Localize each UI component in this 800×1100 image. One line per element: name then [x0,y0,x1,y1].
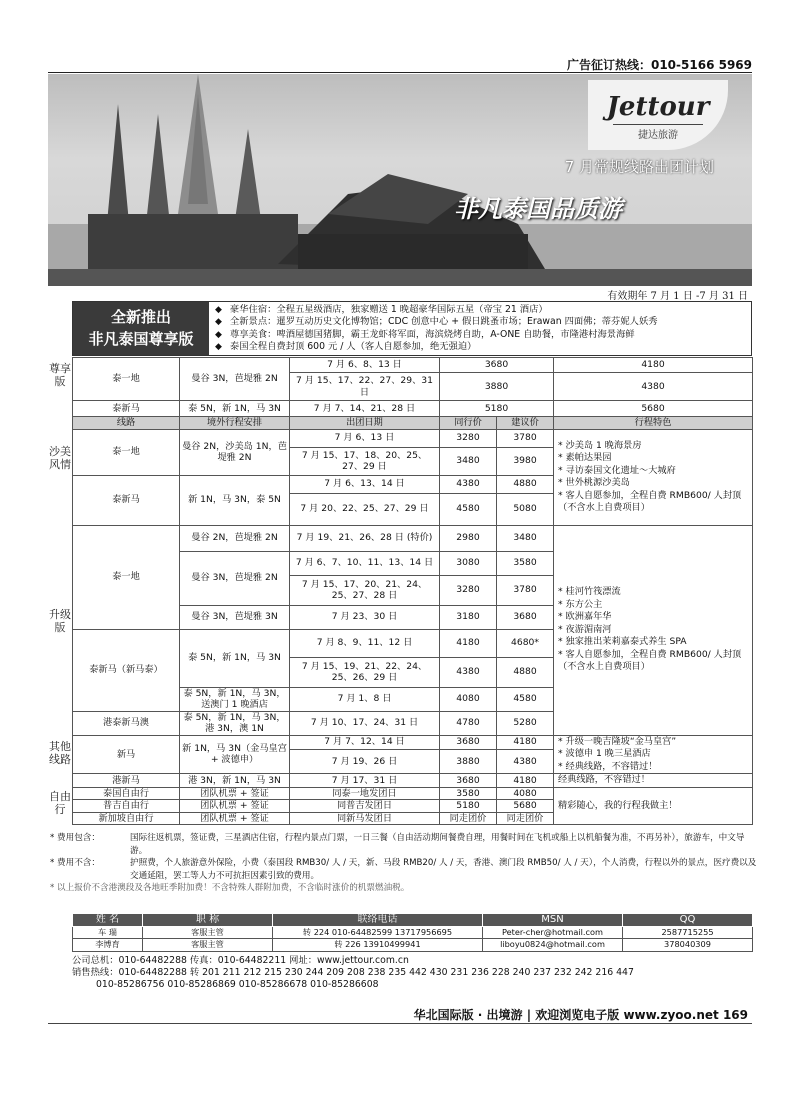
retail-price-cell: 5280 [497,711,554,735]
fee-excluded-text: 护照费，个人旅游意外保险，小费（泰国段 RMB30/ 人 / 天，新、马段 RMB20/ 人 / 天，香港、澳门段 RMB50/ 人 / 天），个人消费，行程以外的景点，医疗费以及交通延阻，罢工等人力不可抗拒因素引致的费用。 [130,858,757,881]
contact-header-msn: MSN [483,914,623,927]
company-line: 公司总机：010-64482288 传真：010-64482211 网址：www.jettour.com.cn [72,955,409,966]
retail-price-cell: 5080 [497,493,554,525]
peer-price-cell: 4380 [440,657,497,687]
plan-title: 7 月常规线路出团计划 [564,158,714,176]
date-cell: 7 月 8、9、11、12 日 [290,629,440,657]
route-cell: 泰新马 [73,475,180,525]
contact-title: 客服主管 [143,939,273,952]
itinerary-cell: 曼谷 3N，芭堤雅 3N [180,605,290,629]
route-cell: 泰一地 [73,429,180,475]
itinerary-cell: 新 1N，马 3N，泰 5N [180,475,290,525]
page-footer: 华北国际版 · 出境游 | 欢迎浏览电子版 www.zyoo.net 169 [413,1008,748,1022]
company-line: 销售热线：010-64482288 转 201 211 212 215 230 244 209 208 238 235 442 430 231 236 228 240 237 232 242 216 447 [72,967,634,978]
route-cell: 普吉自由行 [73,800,180,813]
itinerary-cell: 新 1N，马 3N（金马皇宫 + 波德申） [180,735,290,774]
fee-notes [50,832,760,895]
date-cell: 7 月 23、30 日 [290,605,440,629]
retail-price-cell: 3780 [497,575,554,605]
feature-item: * 世外桃源沙美岛 [558,477,630,488]
itinerary-cell: 曼谷 2N，沙美岛 1N，芭堤雅 2N [180,429,290,475]
promo-item: ◆ 全新景点：暹罗互动历史文化博物馆；CDC 创意中心 + 假日跳蚤市场；Erawan 四面佛；蒂芬妮人妖秀 [215,316,658,328]
header-itinerary: 境外行程安排 [180,417,290,430]
retail-price-cell: 4380 [497,749,554,773]
date-cell: 7 月 15、19、21、22、24、25、26、29 日 [290,657,440,687]
date-cell: 7 月 20、22、25、27、29 日 [290,493,440,525]
contact-name: 车 瑞 [73,926,143,939]
retail-price-cell: 5680 [497,800,554,813]
route-cell: 泰一地 [73,525,180,629]
hero-banner [48,74,752,286]
route-cell: 新马 [73,735,180,774]
section-label-qita: 其他线路 [49,740,71,766]
feature-cell-shamei [554,429,753,525]
feature-cell-qita [554,735,753,774]
peer-price-cell: 3680 [440,735,497,749]
contact-qq: 2587715255 [623,926,753,939]
retail-price-cell: 4880 [497,475,554,493]
header-route: 线路 [73,417,180,430]
feature-item: * 素帕达果园 [558,452,612,463]
peer-price-cell: 2980 [440,525,497,551]
retail-price-cell: 4180 [497,774,554,788]
feature-item: * 寻访泰国文化遗址～大城府 [558,464,676,476]
promo-title [73,302,209,355]
date-cell: 7 月 6、7、10、11、13、14 日 [290,551,440,575]
feature-item: * 桂河竹筏漂流 [558,586,621,598]
peer-price-cell: 5180 [440,401,554,417]
contact-phone: 转 224 010-64482599 13717956695 [273,926,483,939]
route-cell: 泰一地 [73,358,180,401]
company-line: 010-85286756 010-85286869 010-85286678 010-85286608 [96,979,379,990]
contact-header-name: 姓 名 [73,914,143,927]
contact-name: 李博育 [73,939,143,952]
header-feature: 行程特色 [554,417,753,430]
feature-cell-ziyou: 精彩随心，我的行程我做主！ [554,787,753,825]
date-cell: 7 月 19、26 日 [290,749,440,773]
feature-item: * 欧洲嘉年华 [558,611,612,623]
retail-price-cell: 3480 [497,525,554,551]
date-cell: 7 月 6、8、13 日 [290,358,440,373]
retail-price-cell: 4080 [497,787,554,800]
date-cell: 同普吉发团日 [290,800,440,813]
feature-item: * 经典线路，不容错过！ [558,760,658,772]
peer-price-cell: 5180 [440,800,497,813]
contact-phone: 转 226 13910499941 [273,939,483,952]
peer-price-cell: 3280 [440,575,497,605]
promo-item: ◆ 豪华住宿：全程五星级酒店，独家赠送 1 晚超豪华国际五星（帝宝 21 酒店） [215,304,658,316]
feature-item: * 东方公主 [558,598,603,610]
header-date: 出团日期 [290,417,440,430]
date-cell: 7 月 10、17、24、31 日 [290,711,440,735]
itinerary-cell: 团队机票 + 签证 [180,800,290,813]
promo-title-line1: 全新推出 [110,308,171,326]
feature-item: * 客人自愿参加，全程自费 RMB600/ 人封顶（不含水上自费项目） [558,489,742,513]
feature-cell-qita-2: 经典线路，不容错过！ [554,774,753,788]
retail-price-cell: 3980 [497,447,554,475]
itinerary-cell: 泰 5N，新 1N，马 3N [180,629,290,687]
date-cell: 同泰一地发团日 [290,787,440,800]
promo-title-line2: 非凡泰国尊享版 [88,330,194,348]
itinerary-cell: 团队机票 + 签证 [180,787,290,800]
feature-item: * 波德申 1 晚三星酒店 [558,748,651,759]
retail-price-cell: 4680* [497,629,554,657]
peer-price-cell: 3880 [440,373,554,401]
peer-price-cell: 3480 [440,447,497,475]
feature-item: * 客人自愿参加，全程自费 RMB600/ 人封顶（不含水上自费项目） [558,648,742,673]
peer-price-cell: 3080 [440,551,497,575]
peer-price-cell: 3580 [440,787,497,800]
logo-wordmark: Jettour [606,92,710,122]
fee-included-label: * 费用包含： [50,833,100,843]
contact-msn[interactable]: Peter-cher@hotmail.com [483,926,623,939]
date-cell: 7 月 1、8 日 [290,687,440,711]
itinerary-cell: 曼谷 3N，芭堤雅 2N [180,551,290,605]
contact-header-title: 职 称 [143,914,273,927]
peer-price-cell: 同走团价 [440,812,497,825]
promo-list [215,304,658,354]
validity-period: 有效期年 7 月 1 日 -7 月 31 日 [607,291,748,302]
promo-box [72,301,752,356]
date-cell: 7 月 15、17、20、21、24、25、27、28 日 [290,575,440,605]
retail-price-cell: 3580 [497,551,554,575]
itinerary-cell: 曼谷 3N，芭堤雅 2N [180,358,290,401]
retail-price-cell: 同走团价 [497,812,554,825]
route-cell: 泰新马 [73,401,180,417]
peer-price-cell: 3880 [440,749,497,773]
itinerary-cell: 泰 5N，新 1N，马 3N，港 3N，澳 1N [180,711,290,735]
date-cell: 7 月 7、12、14 日 [290,735,440,749]
contact-qq: 378040309 [623,939,753,952]
retail-price-cell: 4180 [497,735,554,749]
retail-price-cell: 4880 [497,657,554,687]
peer-price-cell: 3680 [440,774,497,788]
price-table [72,357,753,825]
itinerary-cell: 泰 5N，新 1N，马 3N，送澳门 1 晚酒店 [180,687,290,711]
retail-price-cell: 4180 [554,358,753,373]
feature-item: * 夜游湄南河 [558,623,612,635]
fee-extra-note: * 以上报价不含港澳段及各地旺季附加费！不含特殊人群附加费，不含临时涨价的机票燃油税。 [50,883,410,893]
promo-item: ◆ 泰国全程自费封顶 600 元 / 人（客人自愿参加，绝无强迫） [215,341,658,353]
peer-price-cell: 3280 [440,429,497,447]
date-cell: 同新马发团日 [290,812,440,825]
itinerary-cell: 曼谷 2N，芭堤雅 2N [180,525,290,551]
retail-price-cell: 4380 [554,373,753,401]
contact-header-phone: 联络电话 [273,914,483,927]
feature-item: * 沙美岛 1 晚海景房 [558,439,642,451]
retail-price-cell: 5680 [554,401,753,417]
route-cell: 泰新马（新马泰） [73,629,180,711]
retail-price-cell: 3680 [497,605,554,629]
feature-item: * 升级一晚吉隆坡“金马皇宫” [558,735,677,747]
peer-price-cell: 3680 [440,358,554,373]
peer-price-cell: 4780 [440,711,497,735]
date-cell: 7 月 6、13 日 [290,429,440,447]
contact-header-qq: QQ [623,914,753,927]
ad-hotline: 广告征订热线：010-5166 5969 [566,58,752,72]
retail-price-cell: 3780 [497,429,554,447]
footer-divider [48,1023,752,1024]
section-label-shengji: 升级版 [49,608,71,634]
section-label-shamei: 沙美风情 [49,445,71,471]
date-cell: 7 月 15、17、18、20、25、27、29 日 [290,447,440,475]
route-cell: 新加坡自由行 [73,812,180,825]
route-cell: 港新马 [73,774,180,788]
header-peer: 同行价 [440,417,497,430]
contact-title: 客服主管 [143,926,273,939]
section-label-zunxiang: 尊享版 [49,362,71,388]
date-cell: 7 月 6、13、14 日 [290,475,440,493]
route-cell: 泰国自由行 [73,787,180,800]
section-label-ziyou: 自由行 [49,790,71,816]
contact-msn[interactable]: liboyu0824@hotmail.com [483,939,623,952]
date-cell: 7 月 15、17、22、27、29、31 日 [290,373,440,401]
feature-item: * 独家推出茉莉嘉泰式养生 SPA [558,636,687,648]
slogan: 非凡泰国品质游 [454,195,622,223]
peer-price-cell: 4180 [440,629,497,657]
itinerary-cell: 港 3N，新 1N，马 3N [180,774,290,788]
fee-excluded-label: * 费用不含： [50,858,100,868]
promo-item: ◆ 尊享美食：啤酒屋德国猪脚，霸王龙虾将军面，海滨烧烤自助，A-ONE 自助餐，市隆港村海景海鲜 [215,329,658,341]
date-cell: 7 月 19、21、26、28 日 (特价) [290,525,440,551]
peer-price-cell: 3180 [440,605,497,629]
peer-price-cell: 4580 [440,493,497,525]
logo-subtitle: 捷达旅游 [613,124,703,141]
peer-price-cell: 4380 [440,475,497,493]
peer-price-cell: 4080 [440,687,497,711]
contact-table [72,913,753,952]
feature-cell-shengji [554,525,753,735]
itinerary-cell: 泰 5N，新 1N，马 3N [180,401,290,417]
fee-included-text: 国际往返机票，签证费，三星酒店住宿，行程内景点门票，一日三餐（自由活动期间餐费自理，用餐时间在飞机或船上以机船餐为准，不再另补），旅游车，中文导游。 [130,833,745,856]
date-cell: 7 月 17、31 日 [290,774,440,788]
header-retail: 建议价 [497,417,554,430]
company-info [72,955,634,991]
top-divider [48,72,752,73]
itinerary-cell: 团队机票 + 签证 [180,812,290,825]
retail-price-cell: 4580 [497,687,554,711]
route-cell: 港泰新马澳 [73,711,180,735]
date-cell: 7 月 7、14、21、28 日 [290,401,440,417]
